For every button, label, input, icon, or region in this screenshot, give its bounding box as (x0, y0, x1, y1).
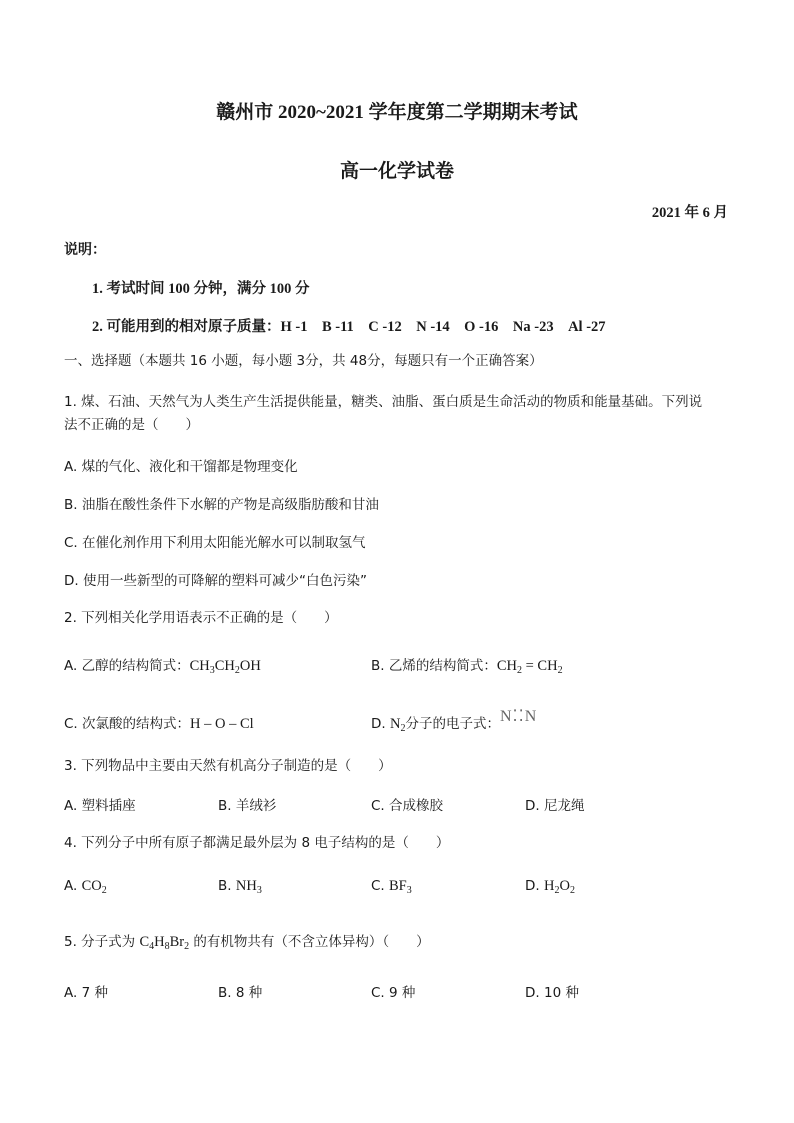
q4-option-d: D. $H_2O_2$ (525, 878, 575, 896)
q1-option-c: C. 在催化剂作用下利用太阳能光解水可以制取氢气 (64, 535, 366, 551)
q3-stem: 3. 下列物品中主要由天然有机高分子制造的是（ ） (64, 758, 392, 774)
notes-label: 说明： (64, 242, 106, 258)
notes-item-time: 1. 考试时间 100 分钟，满分 100 分 (92, 281, 310, 297)
q2-option-c (64, 712, 254, 733)
exam-date: 2021 年 6 月 (651, 205, 728, 221)
q5-option-a: A. 7 种 (64, 985, 108, 1001)
q4-stem: 4. 下列分子中所有原子都满足最外层为 8 电子结构的是（ ） (64, 835, 450, 851)
q5-option-b: B. 8 种 (218, 985, 263, 1001)
q4-option-b: B. $NH_3$ (218, 878, 262, 896)
q2-option-a-label: A. 乙醇的结构简式： (64, 658, 190, 674)
q4-option-c: C. $BF_3$ (371, 878, 412, 896)
q1-option-b: B. 油脂在酸性条件下水解的产物是高级脂肪酸和甘油 (64, 497, 379, 513)
q5-option-c: C. 9 种 (371, 985, 416, 1001)
q2-option-b-formula: $CH_2 = CH_2$ (496, 658, 563, 676)
q5-stem: 5. 分子式为 $C_4H_8Br_2$ 的有机物共有（不含立体异构）（ ） (64, 934, 430, 952)
q2-option-d: D. $N_2$分子的电子式：N⁚⁚N (371, 708, 538, 734)
q5-option-d: D. 10 种 (525, 985, 579, 1001)
q4-option-a: A. $CO_2$ (64, 878, 107, 896)
q2-stem: 2. 下列相关化学用语表示不正确的是（ ） (64, 610, 338, 626)
q2-option-c-label: C. 次氯酸的结构式： (64, 716, 191, 732)
q1-stem-line2: 法不正确的是（ ） (64, 417, 199, 433)
q3-option-b: B. 羊绒衫 (218, 798, 277, 814)
exam-subtitle: 高一化学试卷 (339, 161, 454, 182)
q2-option-b-label: B. 乙烯的结构简式： (371, 658, 497, 674)
q1-stem-line1: 1. 煤、石油、天然气为人类生产生活提供能量，糖类、油脂、蛋白质是生命活动的物质和能量基础。下列说 (64, 394, 703, 410)
q2-option-a (64, 654, 261, 675)
q1-option-a: A. 煤的气化、液化和干馏都是物理变化 (64, 459, 298, 475)
q3-option-c: C. 合成橡胶 (371, 798, 444, 814)
q2-option-c-formula: H – O – Cl (190, 716, 254, 732)
q2-option-a-formula: $CH_3CH_2OH$ (189, 658, 261, 676)
n2-electron-formula: N⁚⁚N (499, 708, 538, 725)
q2-option-b (371, 654, 563, 675)
q3-option-a: A. 塑料插座 (64, 798, 136, 814)
q5-formula: $C_4H_8Br_2$ (139, 934, 190, 952)
q3-option-d: D. 尼龙绳 (525, 798, 585, 814)
q1-option-d: D. 使用一些新型的可降解的塑料可减少“白色污染” (64, 573, 367, 589)
notes-item-atomic-masses: 2. 可能用到的相对原子质量：H -1 B -11 C -12 N -14 O -16 Na -23 Al -27 (92, 319, 606, 335)
section-heading: 一、选择题（本题共 16 小题，每小题 3分，共 48分，每题只有一个正确答案） (64, 353, 543, 369)
exam-title: 赣州市 2020~2021 学年度第二学期期末考试 (216, 102, 578, 123)
q2-option-d-formula: $N_2$ (389, 716, 406, 734)
